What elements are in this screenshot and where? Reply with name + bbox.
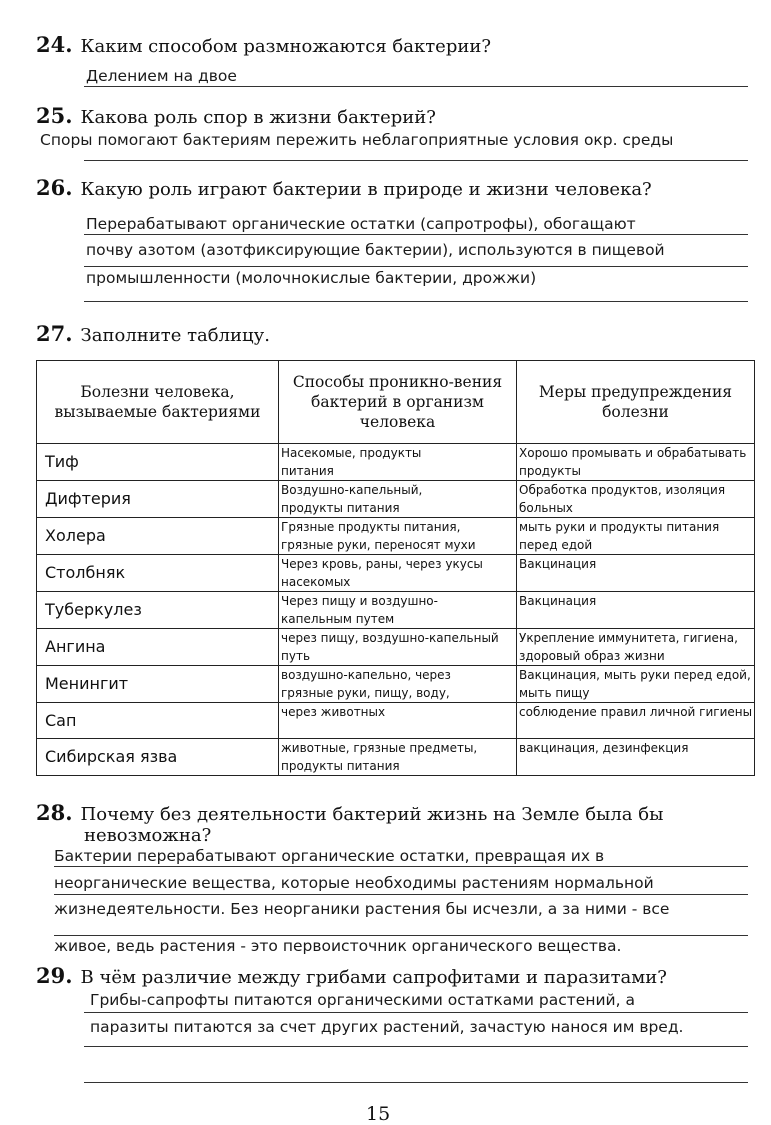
question-number: 25. — [36, 103, 73, 128]
table-row — [37, 666, 755, 703]
table-row — [37, 444, 755, 481]
answer-line — [84, 86, 748, 87]
disease-cell: Дифтерия — [37, 481, 279, 518]
table-row — [37, 592, 755, 629]
header-prevention: Меры предупреждения болезни — [517, 361, 755, 444]
answer-24-line-1: Делением на двое — [86, 67, 237, 85]
answer-28-line-4: живое, ведь растения - это первоисточник органического вещества. — [54, 937, 622, 955]
prevention-cell: Укрепление иммунитета, гигиена, здоровый образ жизни — [517, 629, 755, 666]
prevention-cell: Вакцинация — [517, 592, 755, 629]
disease-cell: Сап — [37, 703, 279, 739]
transmission-cell: животные, грязные предметы, продукты питания — [279, 739, 517, 776]
disease-cell: Столбняк — [37, 555, 279, 592]
question-28 — [36, 800, 663, 846]
prevention-cell: мыть руки и продукты питания перед едой — [517, 518, 755, 555]
disease-cell: Тиф — [37, 444, 279, 481]
prevention-cell: Вакцинация, мыть руки перед едой, мыть пищу — [517, 666, 755, 703]
transmission-cell: через пищу, воздушно-капельный путь — [279, 629, 517, 666]
question-24 — [36, 32, 491, 57]
question-number: 28. — [36, 800, 73, 825]
prevention-cell: соблюдение правил личной гигиены — [517, 703, 755, 739]
question-text-continued: невозможна? — [84, 825, 212, 846]
transmission-cell: Через пищу и воздушно- капельным путем — [279, 592, 517, 629]
transmission-cell: Воздушно-капельный, продукты питания — [279, 481, 517, 518]
question-27 — [36, 321, 270, 346]
transmission-cell: Через кровь, раны, через укусы насекомых — [279, 555, 517, 592]
disease-cell: Холера — [37, 518, 279, 555]
header-transmission: Способы проникно-вения бактерий в организм человека — [279, 361, 517, 444]
prevention-cell: вакцинация, дезинфекция — [517, 739, 755, 776]
answer-28-line-3: жизнедеятельности. Без неорганики растения бы исчезли, а за ними - все — [54, 900, 670, 918]
prevention-cell: Обработка продуктов, изоляция больных — [517, 481, 755, 518]
header-diseases: Болезни человека, вызываемые бактериями — [37, 361, 279, 444]
answer-29-line-2: паразиты питаются за счет других растений, зачастую нанося им вред. — [90, 1018, 684, 1036]
answer-28-line-2: неорганические вещества, которые необходимы растениям нормальной — [54, 874, 654, 892]
question-29 — [36, 963, 667, 988]
answer-line — [84, 266, 748, 267]
answer-line — [84, 1012, 748, 1013]
answer-line — [84, 234, 748, 235]
question-text: Какова роль спор в жизни бактерий? — [80, 107, 436, 128]
answer-line — [54, 935, 748, 936]
prevention-cell: Вакцинация — [517, 555, 755, 592]
answer-26-line-3: промышленности (молочнокислые бактерии, дрожжи) — [86, 269, 537, 287]
transmission-cell: Грязные продукты питания, грязные руки, переносят мухи — [279, 518, 517, 555]
question-text: Какую роль играют бактерии в природе и жизни человека? — [80, 179, 652, 200]
bacteria-diseases-table — [36, 360, 755, 776]
answer-line — [84, 1082, 748, 1083]
table-row — [37, 629, 755, 666]
question-25 — [36, 103, 436, 128]
question-26 — [36, 175, 652, 200]
question-number: 29. — [36, 963, 73, 988]
answer-26-line-1: Перерабатывают органические остатки (сапротрофы), обогащают — [86, 215, 636, 233]
table-row — [37, 518, 755, 555]
answer-26-line-2: почву азотом (азотфиксирующие бактерии), используются в пищевой — [86, 241, 665, 259]
answer-line — [84, 160, 748, 161]
disease-cell: Менингит — [37, 666, 279, 703]
question-text: Почему без деятельности бактерий жизнь на Земле была бы — [80, 804, 664, 825]
table-row — [37, 739, 755, 776]
answer-line — [84, 1046, 748, 1047]
answer-line — [54, 894, 748, 895]
table-row — [37, 555, 755, 592]
transmission-cell: воздушно-капельно, через грязные руки, пищу, воду, — [279, 666, 517, 703]
table-row — [37, 481, 755, 518]
page-number: 15 — [366, 1103, 391, 1125]
question-text: Каким способом размножаются бактерии? — [80, 36, 491, 57]
table-row — [37, 703, 755, 739]
prevention-cell: Хорошо промывать и обрабатывать продукты — [517, 444, 755, 481]
transmission-cell: Насекомые, продукты питания — [279, 444, 517, 481]
answer-28-line-1: Бактерии перерабатывают органические остатки, превращая их в — [54, 847, 605, 865]
answer-line — [54, 866, 748, 867]
question-text: В чём различие между грибами сапрофитами и паразитами? — [80, 967, 667, 988]
answer-line — [84, 301, 748, 302]
answer-25-line-1: Споры помогают бактериям пережить неблагоприятные условия окр. среды — [40, 131, 674, 149]
disease-cell: Туберкулез — [37, 592, 279, 629]
disease-cell: Ангина — [37, 629, 279, 666]
question-text: Заполните таблицу. — [80, 325, 270, 346]
question-number: 24. — [36, 32, 73, 57]
transmission-cell: через животных — [279, 703, 517, 739]
disease-cell: Сибирская язва — [37, 739, 279, 776]
answer-29-line-1: Грибы-сапрофты питаются органическими остатками растений, а — [90, 991, 635, 1009]
question-number: 27. — [36, 321, 73, 346]
question-number: 26. — [36, 175, 73, 200]
